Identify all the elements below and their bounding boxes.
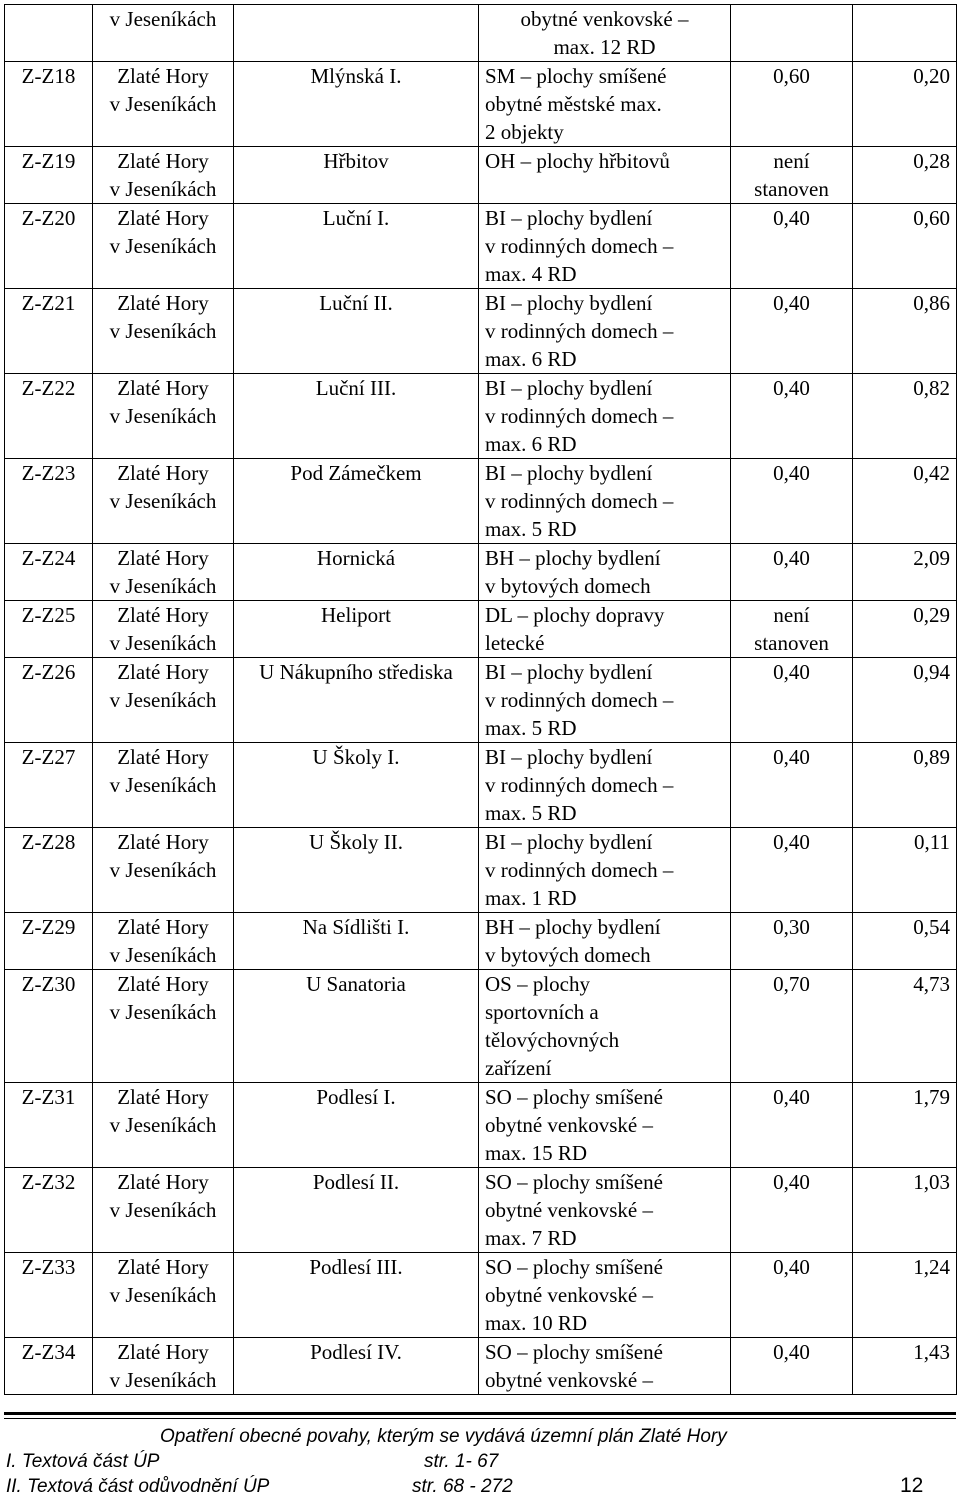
table-row [5,62,957,147]
cell-name: Na Sídlišti I. [234,913,479,970]
cell-coef: 0,70 [731,970,853,1083]
cell-coef: 0,40 [731,374,853,459]
cell-area: 0,82 [853,374,957,459]
cell-coef: 0,40 [731,204,853,289]
table-row [5,204,957,289]
cell-name: Luční I. [234,204,479,289]
cell-loc: Zlaté Hory v Jeseníkách [93,1253,234,1338]
cell-code: Z-Z22 [5,374,93,459]
cell-code: Z-Z32 [5,1168,93,1253]
cell-coef: 0,40 [731,1168,853,1253]
cell-code: Z-Z34 [5,1338,93,1395]
cell-area [853,5,957,62]
cell-use: OH – plochy hřbitovů [479,147,731,204]
cell-name: U Nákupního střediska [234,658,479,743]
cell-area: 4,73 [853,970,957,1083]
cell-loc: Zlaté Hory v Jeseníkách [93,544,234,601]
cell-code: Z-Z33 [5,1253,93,1338]
cell-coef: 0,40 [731,1083,853,1168]
cell-loc: Zlaté Hory v Jeseníkách [93,374,234,459]
cell-name [234,5,479,62]
table-row [5,970,957,1083]
table-row [5,459,957,544]
cell-area: 0,28 [853,147,957,204]
cell-area: 0,29 [853,601,957,658]
cell-name: Mlýnská I. [234,62,479,147]
cell-name: Hřbitov [234,147,479,204]
cell-coef: 0,40 [731,544,853,601]
footer-part2-pages: str. 68 - 272 [412,1476,513,1497]
cell-coef: 0,40 [731,743,853,828]
cell-use: SM – plochy smíšené obytné městské max. 2 objekty [479,62,731,147]
cell-area: 1,43 [853,1338,957,1395]
table-row [5,147,957,204]
cell-loc: Zlaté Hory v Jeseníkách [93,459,234,544]
cell-code: Z-Z24 [5,544,93,601]
cell-area: 0,11 [853,828,957,913]
plots-table [4,4,957,1395]
cell-code: Z-Z21 [5,289,93,374]
cell-area: 0,42 [853,459,957,544]
cell-code: Z-Z20 [5,204,93,289]
footer-part2-label: II. Textová část odůvodnění ÚP [6,1476,270,1497]
cell-coef: 0,60 [731,62,853,147]
cell-use: SO – plochy smíšené obytné venkovské – max. 7 RD [479,1168,731,1253]
cell-loc: Zlaté Hory v Jeseníkách [93,62,234,147]
cell-coef: 0,30 [731,913,853,970]
cell-loc: Zlaté Hory v Jeseníkách [93,601,234,658]
cell-name: Luční II. [234,289,479,374]
cell-name: Podlesí III. [234,1253,479,1338]
cell-use: BI – plochy bydlení v rodinných domech – max. 6 RD [479,289,731,374]
page-number: 12 [900,1474,924,1497]
cell-coef: 0,40 [731,658,853,743]
cell-name: Podlesí II. [234,1168,479,1253]
cell-name: Pod Zámečkem [234,459,479,544]
cell-loc: v Jeseníkách [93,5,234,62]
cell-area: 1,79 [853,1083,957,1168]
cell-area: 2,09 [853,544,957,601]
cell-loc: Zlaté Hory v Jeseníkách [93,658,234,743]
cell-loc: Zlaté Hory v Jeseníkách [93,913,234,970]
cell-coef: 0,40 [731,1338,853,1395]
cell-name: Heliport [234,601,479,658]
footer-rule-thick [4,1412,956,1415]
cell-use: SO – plochy smíšené obytné venkovské – [479,1338,731,1395]
cell-coef: není stanoven [731,601,853,658]
cell-area: 1,03 [853,1168,957,1253]
cell-loc: Zlaté Hory v Jeseníkách [93,1168,234,1253]
cell-code: Z-Z29 [5,913,93,970]
cell-use: SO – plochy smíšené obytné venkovské – max. 15 RD [479,1083,731,1168]
footer-title: Opatření obecné povahy, kterým se vydává územní plán Zlaté Hory [160,1426,727,1447]
cell-code: Z-Z18 [5,62,93,147]
cell-area: 0,20 [853,62,957,147]
cell-loc: Zlaté Hory v Jeseníkách [93,147,234,204]
footer-part1-pages: str. 1- 67 [424,1451,499,1472]
cell-coef: 0,40 [731,459,853,544]
table-row [5,601,957,658]
cell-code: Z-Z25 [5,601,93,658]
cell-area: 0,94 [853,658,957,743]
table-row [5,544,957,601]
cell-loc: Zlaté Hory v Jeseníkách [93,743,234,828]
plots-table-body [5,5,957,1395]
cell-use: BI – plochy bydlení v rodinných domech – max. 5 RD [479,658,731,743]
cell-code: Z-Z28 [5,828,93,913]
cell-loc: Zlaté Hory v Jeseníkách [93,1338,234,1395]
cell-use: BI – plochy bydlení v rodinných domech – max. 1 RD [479,828,731,913]
cell-use: BH – plochy bydlení v bytových domech [479,913,731,970]
table-row [5,743,957,828]
footer-rule-thin [4,1418,956,1419]
cell-coef: není stanoven [731,147,853,204]
table-row [5,828,957,913]
cell-code: Z-Z19 [5,147,93,204]
footer-part1-label: I. Textová část ÚP [6,1451,160,1472]
cell-coef: 0,40 [731,1253,853,1338]
cell-use: SO – plochy smíšené obytné venkovské – max. 10 RD [479,1253,731,1338]
cell-use: BH – plochy bydlení v bytových domech [479,544,731,601]
cell-code: Z-Z27 [5,743,93,828]
cell-code: Z-Z31 [5,1083,93,1168]
cell-name: U Školy I. [234,743,479,828]
cell-name: Luční III. [234,374,479,459]
cell-name: Hornická [234,544,479,601]
cell-coef [731,5,853,62]
cell-loc: Zlaté Hory v Jeseníkách [93,970,234,1083]
cell-area: 0,60 [853,204,957,289]
cell-area: 1,24 [853,1253,957,1338]
cell-use: BI – plochy bydlení v rodinných domech – max. 4 RD [479,204,731,289]
table-row [5,913,957,970]
cell-use: BI – plochy bydlení v rodinných domech – max. 5 RD [479,743,731,828]
cell-code: Z-Z30 [5,970,93,1083]
cell-code: Z-Z26 [5,658,93,743]
cell-loc: Zlaté Hory v Jeseníkách [93,204,234,289]
cell-use: obytné venkovské – max. 12 RD [479,5,731,62]
cell-area: 0,54 [853,913,957,970]
table-row [5,1083,957,1168]
cell-area: 0,86 [853,289,957,374]
cell-loc: Zlaté Hory v Jeseníkách [93,828,234,913]
cell-name: U Školy II. [234,828,479,913]
cell-use: OS – plochy sportovních a tělovýchovných zařízení [479,970,731,1083]
table-row [5,5,957,62]
cell-loc: Zlaté Hory v Jeseníkách [93,289,234,374]
table-row [5,1168,957,1253]
cell-use: DL – plochy dopravy letecké [479,601,731,658]
cell-code [5,5,93,62]
cell-coef: 0,40 [731,289,853,374]
table-row [5,658,957,743]
cell-name: Podlesí I. [234,1083,479,1168]
cell-loc: Zlaté Hory v Jeseníkách [93,1083,234,1168]
cell-code: Z-Z23 [5,459,93,544]
table-row [5,289,957,374]
table-row [5,1253,957,1338]
cell-use: BI – plochy bydlení v rodinných domech – max. 6 RD [479,374,731,459]
cell-name: U Sanatoria [234,970,479,1083]
cell-use: BI – plochy bydlení v rodinných domech – max. 5 RD [479,459,731,544]
cell-name: Podlesí IV. [234,1338,479,1395]
cell-coef: 0,40 [731,828,853,913]
table-row [5,1338,957,1395]
table-row [5,374,957,459]
cell-area: 0,89 [853,743,957,828]
